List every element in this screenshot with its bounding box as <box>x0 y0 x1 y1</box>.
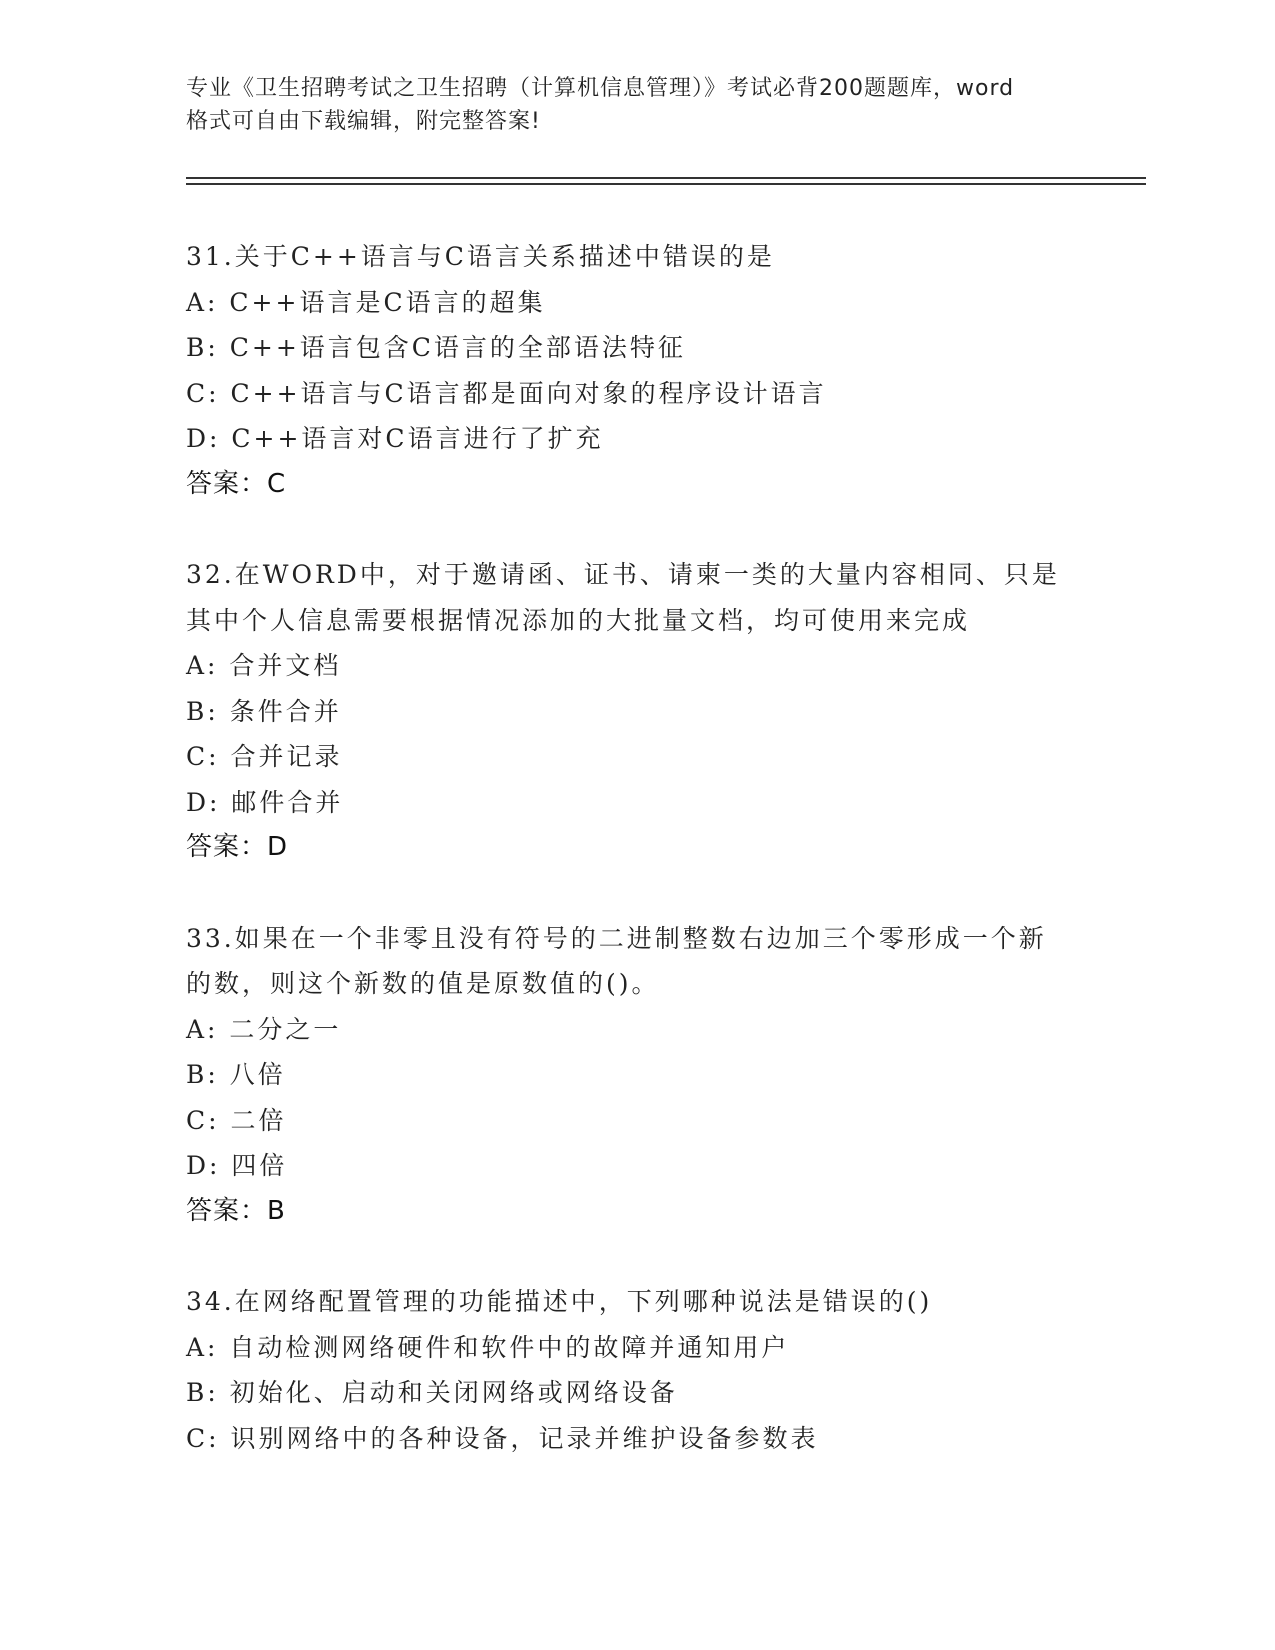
option-c: C: C++语言与C语言都是面向对象的程序设计语言 <box>186 378 827 408</box>
option-b: B: 条件合并 <box>186 696 342 726</box>
question-34 <box>186 1279 1086 1461</box>
option-d: D: C++语言对C语言进行了扩充 <box>186 424 604 453</box>
question-stem: 34.在网络配置管理的功能描述中，下列哪种说法是错误的() <box>186 1287 933 1316</box>
question-stem-line-2: 的数，则这个新数的值是原数值的()。 <box>186 969 660 998</box>
option-b: B: 八倍 <box>186 1060 286 1089</box>
header-line-1: 专业《卫生招聘考试之卫生招聘（计算机信息管理）》考试必背200题题库，word <box>186 76 1015 101</box>
option-b: B: 初始化、启动和关闭网络或网络设备 <box>186 1378 678 1407</box>
answer-line: 答案：B <box>186 1195 286 1226</box>
option-c: C: 二倍 <box>186 1105 287 1135</box>
option-a: A: C++语言是C语言的超集 <box>186 287 546 317</box>
header-divider-bottom <box>186 183 1146 185</box>
option-d: D: 四倍 <box>186 1151 288 1180</box>
option-a: A: 自动检测网络硬件和软件中的故障并通知用户 <box>186 1332 790 1362</box>
option-a: A: 合并文档 <box>186 651 342 680</box>
answer-line: 答案：D <box>186 832 289 862</box>
option-c: C: 识别网络中的各种设备，记录并维护设备参数表 <box>186 1423 819 1453</box>
option-b: B: C++语言包含C语言的全部语法特征 <box>186 333 686 362</box>
document-header <box>186 72 1086 138</box>
option-a: A: 二分之一 <box>186 1014 342 1044</box>
option-c: C: 合并记录 <box>186 742 343 771</box>
question-33 <box>186 916 1086 1235</box>
header-line-2: 格式可自由下载编辑，附完整答案! <box>186 109 541 134</box>
question-stem: 31.关于C++语言与C语言关系描述中错误的是 <box>186 242 775 271</box>
answer-line: 答案：C <box>186 468 287 499</box>
question-stem-line-2: 其中个人信息需要根据情况添加的大批量文档，均可使用来完成 <box>186 605 971 635</box>
option-d: D: 邮件合并 <box>186 787 344 817</box>
question-list <box>186 234 1086 1506</box>
question-stem-line-1: 32.在WORD中，对于邀请函、证书、请柬一类的大量内容相同、只是 <box>186 560 1060 589</box>
question-stem-line-1: 33.如果在一个非零且没有符号的二进制整数右边加三个零形成一个新 <box>186 923 1047 953</box>
question-31 <box>186 234 1086 507</box>
header-divider-top <box>186 177 1146 179</box>
question-32 <box>186 552 1086 871</box>
